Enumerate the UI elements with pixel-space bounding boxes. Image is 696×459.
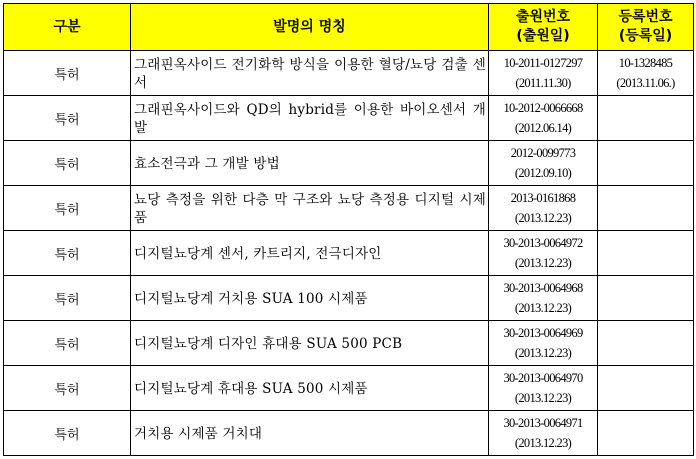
application-date: (2013.12.23): [514, 301, 572, 315]
category-cell: 특허: [4, 276, 131, 321]
application-date: (2011.11.30): [515, 76, 571, 90]
application-date: (2012.06.14): [514, 121, 572, 135]
category-cell: 특허: [4, 96, 131, 141]
application-date: (2013.12.23): [514, 211, 572, 225]
application-number: 30-2013-0064970: [503, 371, 583, 385]
application-number: 30-2013-0064968: [503, 281, 583, 295]
table-row: [4, 276, 694, 321]
table-row: [4, 186, 694, 231]
registration-cell: [598, 321, 694, 366]
invention-title-cell: 디지털뇨당계 휴대용 SUA 500 시제품: [131, 366, 489, 411]
header-registration: 등록번호 (등록일): [598, 4, 694, 51]
registration-cell: [598, 366, 694, 411]
invention-title-cell: 뇨당 측정을 위한 다층 막 구조와 뇨당 측정용 디지털 시제품: [131, 186, 489, 231]
application-date: (2013.12.23): [514, 256, 572, 270]
application-date: (2012.09.10): [514, 166, 572, 180]
application-cell: [489, 321, 598, 366]
category-cell: 특허: [4, 186, 131, 231]
registration-cell: [598, 96, 694, 141]
invention-title-cell: 거치용 시제품 거치대: [131, 411, 489, 456]
table-row: [4, 366, 694, 411]
category-cell: 특허: [4, 411, 131, 456]
invention-title-cell: 그래핀옥사이드 전기화학 방식을 이용한 혈당/뇨당 검출 센서: [131, 51, 489, 96]
application-cell: [489, 186, 598, 231]
registration-number: 10-1328485: [618, 56, 673, 70]
application-cell: [489, 276, 598, 321]
category-cell: 특허: [4, 141, 131, 186]
header-category: 구분: [4, 4, 131, 51]
application-cell: [489, 141, 598, 186]
table-row: [4, 231, 694, 276]
application-number: 30-2013-0064972: [503, 236, 583, 250]
application-date: (2013.12.23): [514, 436, 572, 450]
registration-cell: [598, 141, 694, 186]
category-cell: 특허: [4, 231, 131, 276]
application-cell: [489, 96, 598, 141]
registration-cell: [598, 231, 694, 276]
table-row: [4, 141, 694, 186]
application-number: 2012-0099773: [510, 146, 576, 160]
patent-table-container: [3, 3, 694, 456]
application-number: 2013-0161868: [510, 191, 576, 205]
registration-cell: [598, 51, 694, 96]
application-cell: [489, 366, 598, 411]
registration-cell: [598, 411, 694, 456]
table-row: [4, 96, 694, 141]
registration-cell: [598, 276, 694, 321]
category-cell: 특허: [4, 51, 131, 96]
category-cell: 특허: [4, 366, 131, 411]
header-title: 발명의 명칭: [131, 4, 489, 51]
application-cell: [489, 411, 598, 456]
invention-title-cell: 그래핀옥사이드와 QD의 hybrid를 이용한 바이오센서 개발: [131, 96, 489, 141]
table-row: [4, 51, 694, 96]
application-cell: [489, 51, 598, 96]
application-number: 10-2012-0066668: [503, 101, 583, 115]
table-row: [4, 411, 694, 456]
invention-title-cell: 효소전극과 그 개발 방법: [131, 141, 489, 186]
application-number: 30-2013-0064969: [503, 326, 583, 340]
application-number: 10-2011-0127297: [503, 56, 583, 70]
application-cell: [489, 231, 598, 276]
invention-title-cell: 디지털뇨당계 디자인 휴대용 SUA 500 PCB: [131, 321, 489, 366]
category-cell: 특허: [4, 321, 131, 366]
registration-cell: [598, 186, 694, 231]
registration-date: (2013.11.06.): [616, 76, 675, 90]
invention-title-cell: 디지털뇨당계 센서, 카트리지, 전극디자인: [131, 231, 489, 276]
application-date: (2013.12.23): [514, 346, 572, 360]
invention-title-cell: 디지털뇨당계 거치용 SUA 100 시제품: [131, 276, 489, 321]
patent-table: [3, 3, 694, 456]
header-row: [4, 4, 694, 51]
header-application: 출원번호 (출원일): [489, 4, 598, 51]
application-number: 30-2013-0064971: [503, 416, 583, 430]
application-date: (2013.12.23): [514, 391, 572, 405]
table-row: [4, 321, 694, 366]
